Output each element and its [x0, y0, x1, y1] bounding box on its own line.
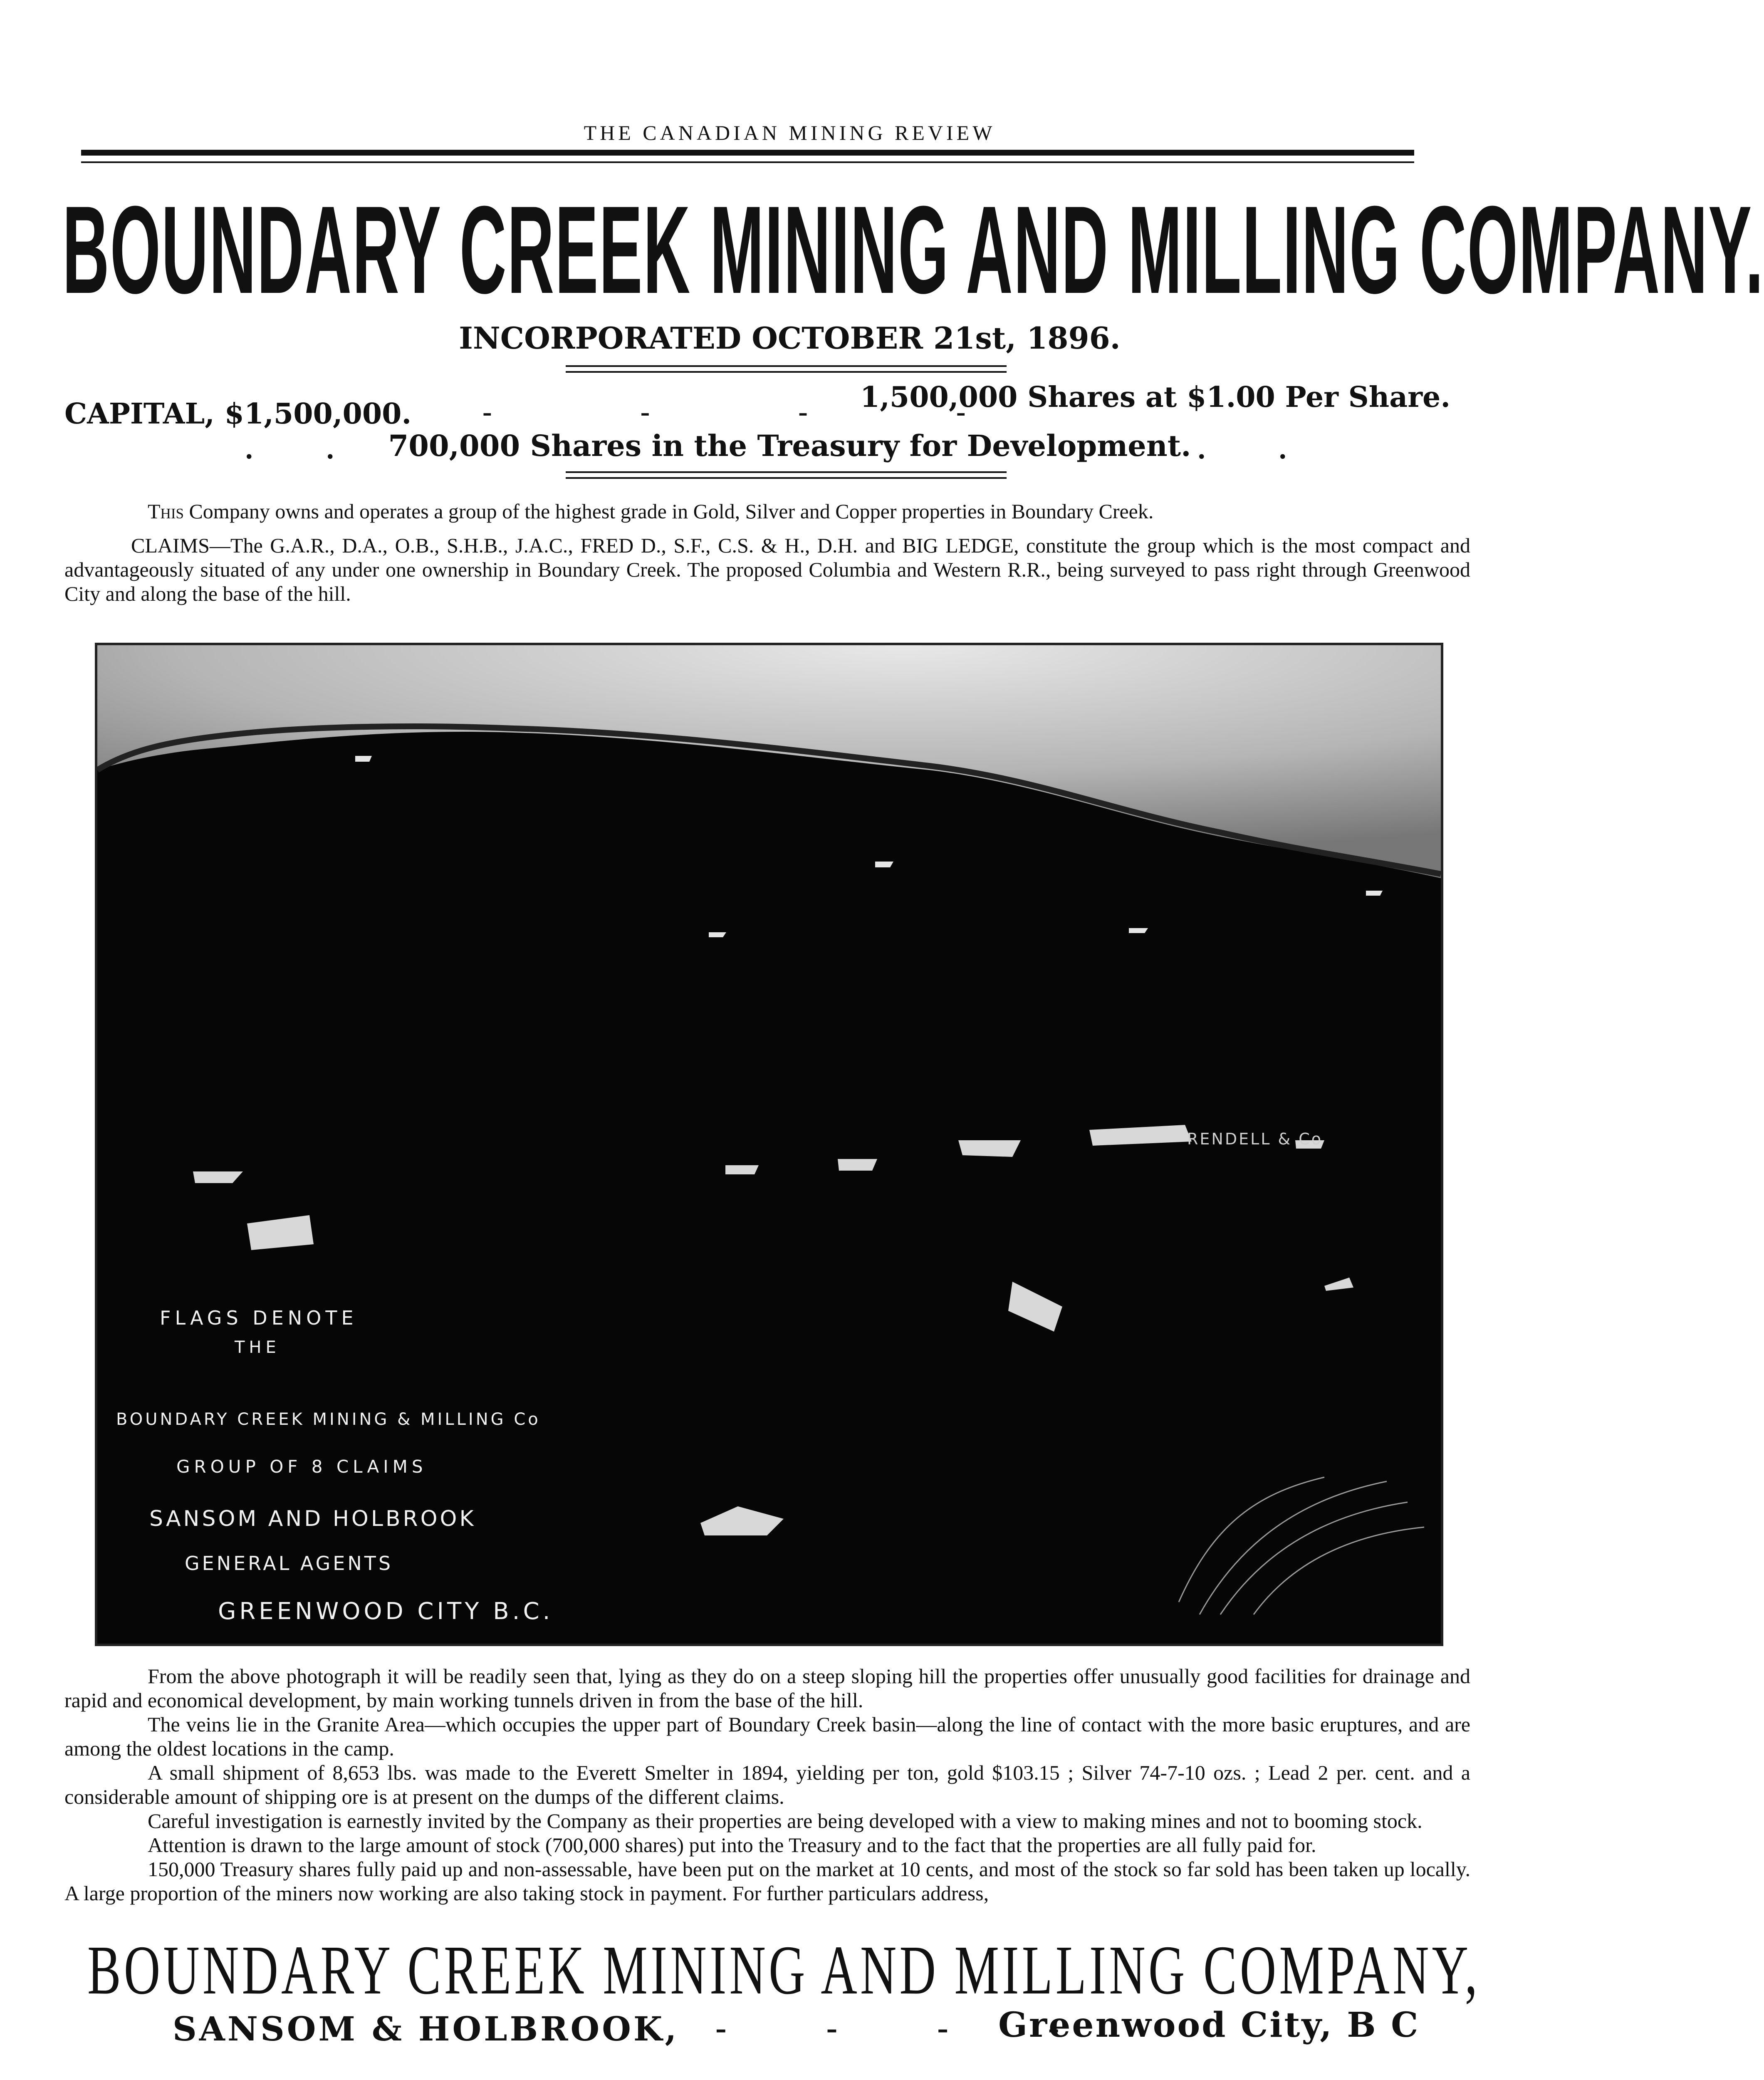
- intro-text: Company owns and operates a group of the highest grade in Gold, Silver and Copper properties in Boundary Creek.: [183, 500, 1154, 523]
- footer-agent: SANSOM & HOLBROOK,: [173, 2009, 679, 2048]
- caption-line-2: THE: [235, 1338, 280, 1357]
- share-price: 1,500,000 Shares at $1.00 Per Share.: [860, 381, 1450, 414]
- body-paragraph-4: Careful investigation is earnestly invited by the Company as their properties are being developed with a view to making mines and not to booming stock.: [148, 1809, 1423, 1832]
- body-paragraph-5: Attention is drawn to the large amount of stock (700,000 shares) put into the Treasury and to the fact that the properties are all fully paid for.: [148, 1833, 1316, 1857]
- claims-paragraph: CLAIMS—The G.A.R., D.A., O.B., S.H.B., J.A.C., FRED D., S.F., C.S. & H., D.H. and BIG LEDGE, constitute the group which is the most compact and advantageously situated of any under one ownership in Boundary Creek. The proposed Columbia and Western R.R., being surveyed to pass right through Greenwood City and along the base of the hill.: [64, 534, 1470, 605]
- body-paragraph-6: 150,000 Treasury shares fully paid up and non-assessable, have been put on the market at 10 cents, and most of the stock so far sold has been taken up locally. A large proportion of the miners now working are also taking stock in payment. For further particulars address,: [64, 1857, 1470, 1905]
- treasury-rule-2: [566, 477, 1007, 479]
- caption-line-5: SANSOM AND HOLBROOK: [149, 1506, 476, 1531]
- caption-line-4: GROUP OF 8 CLAIMS: [176, 1456, 427, 1477]
- company-title: BOUNDARY CREEK MINING AND MILLING COMPANY.: [62, 180, 1764, 319]
- footer-dashes: - - - -: [715, 2010, 1105, 2046]
- footer-city: Greenwood City, B C: [998, 2005, 1420, 2045]
- body-text: [64, 1664, 1470, 1905]
- incorporation-date: INCORPORATED OCTOBER 21st, 1896.: [459, 320, 1121, 356]
- treasury-dots-right: . .: [1198, 433, 1320, 465]
- footer-company-name: BOUNDARY CREEK MINING AND MILLING COMPANY,: [87, 1931, 1481, 2009]
- capital-amount: CAPITAL, $1,500,000.: [64, 397, 412, 431]
- incorp-rule-1: [566, 365, 1007, 367]
- treasury-dots-left: . .: [245, 433, 367, 465]
- incorp-rule-2: [566, 371, 1007, 373]
- rendell-sign: RENDELL & Co: [1187, 1130, 1323, 1148]
- header-rule-thin: [81, 161, 1414, 163]
- caption-line-3: BOUNDARY CREEK MINING & MILLING Co: [116, 1410, 541, 1429]
- header-rule-thick: [81, 150, 1414, 156]
- intro-lead: This: [148, 500, 184, 523]
- treasury-rule-1: [566, 471, 1007, 473]
- caption-line-1: FLAGS DENOTE: [160, 1307, 358, 1329]
- treasury-shares: 700,000 Shares in the Treasury for Development.: [388, 428, 1191, 463]
- capital-dashes: - - - -: [482, 396, 1037, 427]
- photo-scene: [97, 645, 1441, 1644]
- intro-paragraph: [64, 499, 1470, 523]
- body-paragraph-3: A small shipment of 8,653 lbs. was made to the Everett Smelter in 1894, yielding per ton, gold $103.15 ; Silver 74-7-10 ozs. ; Lead 2 per. cent. and a considerable amount of shipping ore is at present on the dumps of the different claims.: [64, 1761, 1470, 1808]
- running-head: THE CANADIAN MINING REVIEW: [584, 121, 996, 144]
- body-paragraph-1: From the above photograph it will be readily seen that, lying as they do on a steep sloping hill the properties offer unusually good facilities for drainage and rapid and economical development, by main working tunnels driven in from the base of the hill.: [64, 1664, 1470, 1712]
- caption-line-6: GENERAL AGENTS: [185, 1552, 393, 1575]
- body-paragraph-2: The veins lie in the Granite Area—which occupies the upper part of Boundary Creek basin—along the line of contact with the more basic eruptures, and are among the oldest locations in the camp.: [64, 1713, 1470, 1760]
- caption-line-7: GREENWOOD CITY B.C.: [218, 1598, 554, 1625]
- hillside-photograph: [95, 643, 1443, 1646]
